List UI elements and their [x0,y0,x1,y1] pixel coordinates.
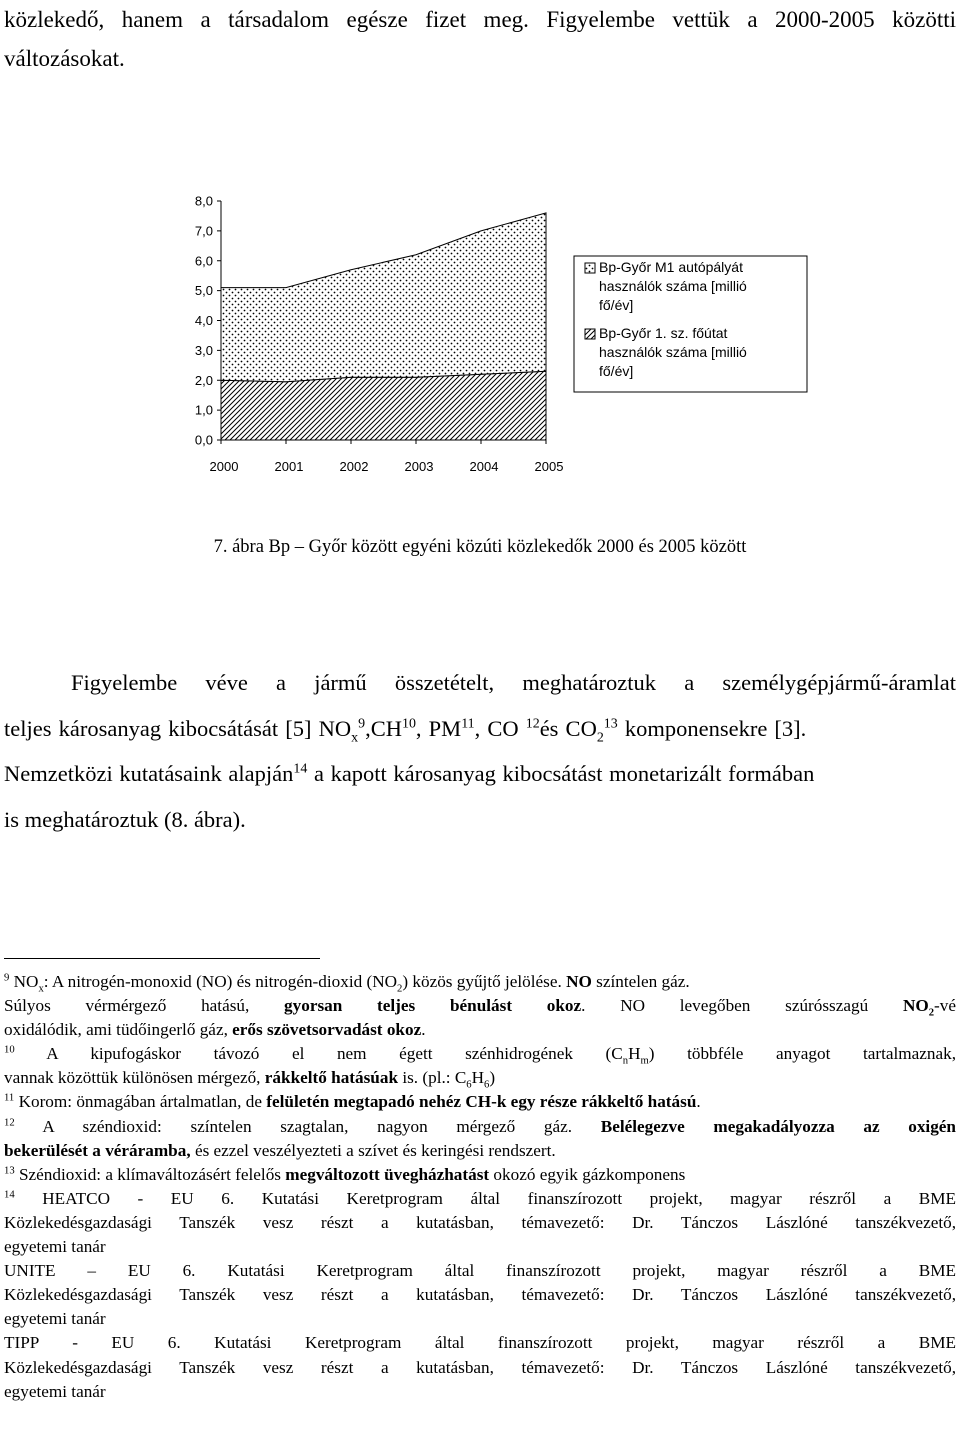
y-tick-label: 2,0 [194,372,213,388]
legend-swatch [585,329,595,339]
intro-line-2: változásokat. [4,46,125,71]
x-axis [210,440,564,474]
y-axis [195,194,221,448]
footnote-tipp-line-3: egyetemi tanár [4,1381,106,1401]
intro-line-1: közlekedő, hanem a társadalom egésze fizet meg. Figyelembe vettük a 2000-2005 közötti [4,7,956,32]
legend-label: használók száma [millió [599,278,747,294]
footnote-10-line-2: vannak közöttük különösen mérgező, rákkeltő hatásúak is. (pl.: $C_6H_6$) [4,1068,496,1091]
x-tick-label: 2000 [209,459,239,474]
chart-plot-area [221,201,546,440]
x-tick-label: 2002 [339,459,369,474]
y-tick-label: 4,0 [194,313,213,328]
footnote-11: $^{11}$ Korom: önmagában ártalmatlan, de felületén megtapadó nehéz CH-k egy része rákkeltő hatású. [4,1092,701,1112]
footnote-tipp-line-2: Közlekedésgazdasági Tanszék vesz részt a kutatásban, témavezető: Dr. Tánczos Lászlóné tanszékvezető, [4,1357,956,1377]
y-tick-label: 1,0 [194,402,213,418]
footnote-10-line-1: $^{10}$ A kipufogáskor távozó el nem égett szénhidrogének $(C_nH_m)$ többféle anyagot tartalmaznak, [4,1044,956,1067]
x-tick-label: 2005 [534,459,564,474]
footnote-tipp-line-1: TIPP - EU 6. Kutatási Keretprogram által finanszírozott projekt, magyar részről a BME [4,1333,956,1353]
footnote-unite-line-1: UNITE – EU 6. Kutatási Keretprogram által finanszírozott projekt, magyar részről a BME [4,1261,956,1281]
footnote-9-line-2: Súlyos vérmérgező hatású, gyorsan teljes bénulást okoz. NO levegőben szúrósszagú $NO_2-vé$ [4,996,956,1019]
footnote-9-line-3: oxidálódik, ami tüdőingerlő gáz, erős szövetsorvadást okoz. [4,1020,426,1040]
body-line-3: Nemzetközi kutatásaink alapján$^{14}$ a kapott károsanyag kibocsátást monetarizált formában [4,761,815,786]
footnote-unite-line-2: Közlekedésgazdasági Tanszék vesz részt a kutatásban, témavezető: Dr. Tánczos Lászlóné tanszékvezető, [4,1285,956,1305]
footnotes [4,970,956,1404]
x-tick-label: 2004 [469,459,499,474]
intro-paragraph [4,0,956,78]
body-paragraph [4,660,956,842]
legend-swatch [585,263,595,273]
legend-label: Bp-Győr M1 autópályát [599,259,743,275]
footnote-13: $^{13}$ Széndioxid: a klímaváltozásért felelős megváltozott üvegházhatást okozó egyik gázkomponens [4,1164,686,1184]
legend-label: fő/év] [599,297,634,313]
footnote-12-line-1: $^{12}$ A széndioxid: színtelen szagtalan, nagyon mérgező gáz. Belélegezve megakadályozza az oxigén [4,1116,956,1136]
body-line-1: Figyelembe véve a jármű összetételt, meghatároztuk a személygépjármű-áramlat [71,670,956,695]
footnote-14-line-3: egyetemi tanár [4,1237,106,1257]
legend-label: fő/év] [599,363,634,379]
x-tick-label: 2003 [404,459,434,474]
body-line-2: teljes károsanyag kibocsátását [5] $NO_x^9,CH^{10}$, PM$^{11}$, CO $^{12}$és $CO_2^{13}$ komponensekre [3]. [4,715,807,745]
footnote-14-line-1: $^{14}$ HEATCO - EU 6. Kutatási Keretprogram által finanszírozott projekt, magyar részről a BME [4,1188,956,1208]
footnote-14-line-2: Közlekedésgazdasági Tanszék vesz részt a kutatásban, témavezető: Dr. Tánczos Lászlóné tanszékvezető, [4,1212,956,1232]
footnote-separator [4,958,320,959]
y-tick-label: 5,0 [194,283,213,299]
footnote-12-line-2: bekerülését a véráramba, és ezzel veszélyezteti a szívet és keringési rendszert. [4,1140,556,1160]
y-tick-label: 6,0 [194,253,213,269]
x-tick-label: 2001 [274,459,304,474]
figure-caption: 7. ábra Bp – Győr között egyéni közúti közlekedők 2000 és 2005 között [213,537,747,557]
y-tick-label: 8,0 [194,193,213,209]
y-tick-label: 7,0 [194,223,213,239]
footnote-9-line-1: $^9$ $NO_x$: A nitrogén-monoxid (NO) és nitrogén-dioxid $(NO_2)$ közös gyűjtő jelölése. NO színtelen gáz. [4,972,690,995]
y-tick-label: 0,0 [194,432,213,448]
y-tick-label: 3,0 [194,342,213,358]
body-line-4: is meghatároztuk (8. ábra). [4,806,246,832]
area-chart [0,180,960,490]
chart-legend [574,256,807,392]
legend-label: használók száma [millió [599,344,747,360]
footnote-unite-line-3: egyetemi tanár [4,1309,106,1329]
legend-label: Bp-Győr 1. sz. főútat [599,325,728,341]
area-series-m1 [221,213,546,382]
